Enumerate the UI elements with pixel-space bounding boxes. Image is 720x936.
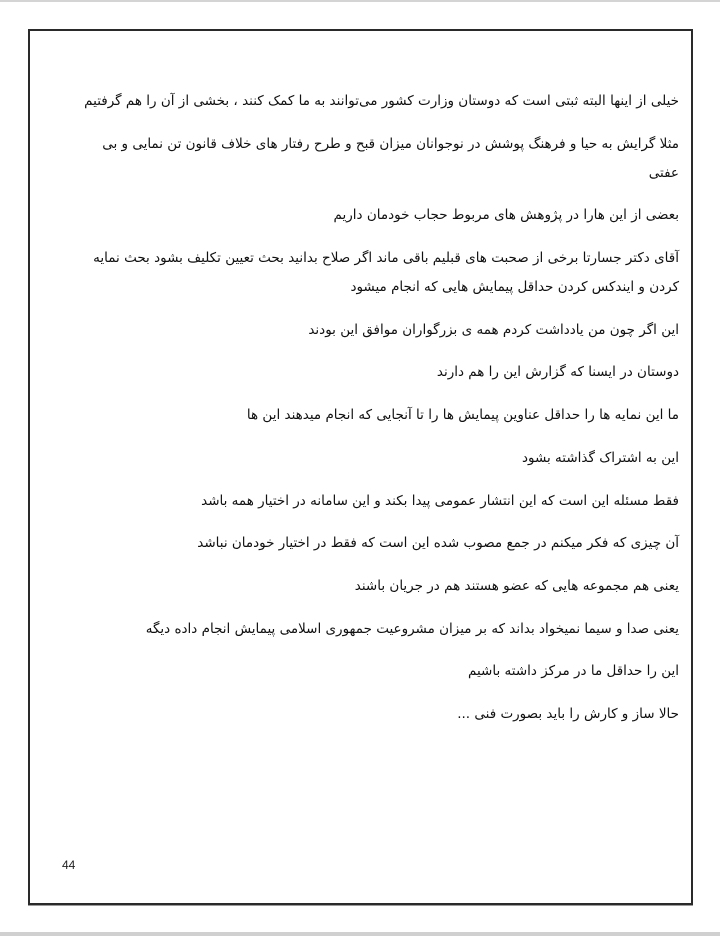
paragraph: این اگر چون من یادداشت کردم همه ی بزرگواران موافق این بودند <box>308 321 679 338</box>
paragraph: آقای دکتر جسارتا برخی از صحبت های قبلیم باقی ماند اگر صلاح بدانید بحث تعیین تکلیف بشود بحث نمایه کردن و ایندکس کردن حداقل پیمایش هایی که انجام میشود <box>93 250 679 296</box>
paragraph: خیلی از اینها البته ثبتی است که دوستان وزارت کشور می‌توانند به ما کمک کنند ، بخشی از آن را هم گرفتیم <box>84 93 679 109</box>
paragraph: ما این نمایه ها را حداقل عناوین پیمایش ها را تا آنجایی که انجام میدهند این ها <box>246 407 679 424</box>
page-body <box>72 87 679 743</box>
viewer-top-edge <box>0 0 720 2</box>
paragraph: آن چیزی که فکر میکنم در جمع مصوب شده این است که فقط در اختیار خودمان نباشد <box>197 535 679 552</box>
paragraph: بعضی از این هارا در پژوهش های مربوط حجاب خودمان داریم <box>333 207 679 224</box>
viewer-bottom-edge <box>0 932 720 936</box>
paragraph: یعنی هم مجموعه هایی که عضو هستند هم در جریان باشند <box>354 577 679 594</box>
paragraph: فقط مسئله این است که این انتشار عمومی پیدا بکند و این سامانه در اختیار همه باشد <box>201 492 679 509</box>
paragraph: این را حداقل ما در مرکز داشته باشیم <box>467 663 679 680</box>
paragraph: دوستان در ایسنا که گزارش این را هم دارند <box>436 364 679 381</box>
paragraph: این به اشتراک گذاشته بشود <box>521 449 679 466</box>
page-number: 44 <box>62 858 76 872</box>
paragraph: یعنی صدا و سیما نمیخواد بداند که بر میزان مشروعیت جمهوری اسلامی پیمایش انجام داده دیگه <box>145 620 679 637</box>
paragraph: مثلا گرایش به حیا و فرهنگ پوشش در نوجوانان میزان قبح و طرح رفتار های خلاف قانون تن نمایی و بی عفتی <box>102 135 679 181</box>
document-page <box>28 29 693 905</box>
paragraph: حالا ساز و کارش را باید بصورت فنی ... <box>457 705 679 722</box>
